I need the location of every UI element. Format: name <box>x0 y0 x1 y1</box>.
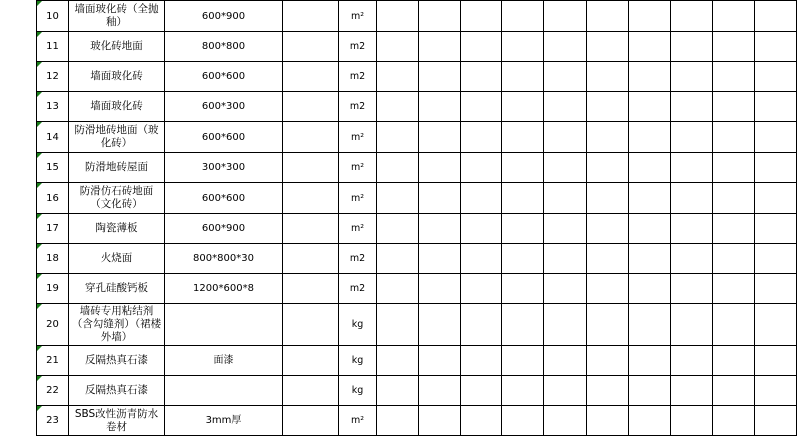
empty-cell[interactable] <box>377 346 419 376</box>
table-row <box>37 244 797 274</box>
unit-cell[interactable] <box>339 346 377 376</box>
empty-cell[interactable] <box>502 92 544 122</box>
empty-cell[interactable] <box>502 122 544 153</box>
empty-cell[interactable] <box>502 153 544 183</box>
empty-cell[interactable] <box>587 244 629 274</box>
table-row <box>37 32 797 62</box>
row-number-cell-text: 11 <box>46 41 59 52</box>
empty-cell[interactable] <box>713 153 755 183</box>
empty-cell[interactable] <box>755 376 797 406</box>
empty-cell[interactable] <box>713 62 755 92</box>
empty-cell[interactable] <box>461 122 502 153</box>
empty-cell[interactable] <box>671 346 713 376</box>
empty-cell[interactable] <box>755 346 797 376</box>
empty-cell[interactable] <box>377 92 419 122</box>
left-margin <box>0 0 36 434</box>
blank-cell[interactable] <box>283 304 339 346</box>
empty-cell[interactable] <box>671 32 713 62</box>
empty-cell[interactable] <box>755 274 797 304</box>
empty-cell[interactable] <box>502 244 544 274</box>
item-name-cell-text: 墙砖专用粘结剂（含勾缝剂）（裙楼外墙） <box>71 305 162 343</box>
unit-cell-text: kg <box>351 355 364 366</box>
empty-cell[interactable] <box>587 62 629 92</box>
empty-cell[interactable] <box>713 304 755 346</box>
spec-cell[interactable] <box>165 304 283 346</box>
item-name-cell[interactable] <box>69 304 165 346</box>
unit-cell[interactable] <box>339 122 377 153</box>
row-number-cell[interactable] <box>37 153 69 183</box>
row-number-cell-text: 22 <box>46 385 59 396</box>
row-number-cell-text: 19 <box>46 283 59 294</box>
item-name-cell-text: 墙面玻化砖 <box>90 70 143 82</box>
empty-cell[interactable] <box>377 122 419 153</box>
empty-cell[interactable] <box>544 274 587 304</box>
item-name-cell-text: 墙面玻化砖（全抛釉） <box>74 3 159 28</box>
item-name-cell-text: 火烧面 <box>100 252 133 264</box>
table-row <box>37 274 797 304</box>
empty-cell[interactable] <box>419 214 461 244</box>
empty-cell[interactable] <box>713 32 755 62</box>
empty-cell[interactable] <box>755 406 797 436</box>
empty-cell[interactable] <box>713 244 755 274</box>
empty-cell[interactable] <box>461 406 502 436</box>
empty-cell[interactable] <box>713 214 755 244</box>
spec-cell[interactable] <box>165 122 283 153</box>
table-row <box>37 1 797 32</box>
spec-cell[interactable] <box>165 274 283 304</box>
spec-cell[interactable] <box>165 183 283 214</box>
unit-cell[interactable] <box>339 62 377 92</box>
empty-cell[interactable] <box>419 304 461 346</box>
cell-indicator-icon <box>37 92 42 97</box>
cell-indicator-icon <box>37 32 42 37</box>
empty-cell[interactable] <box>461 62 502 92</box>
empty-cell[interactable] <box>713 1 755 32</box>
empty-cell[interactable] <box>755 62 797 92</box>
empty-cell[interactable] <box>461 346 502 376</box>
empty-cell[interactable] <box>713 122 755 153</box>
table-row <box>37 406 797 436</box>
unit-cell-text: m2 <box>349 101 366 112</box>
item-name-cell-text: 墙面玻化砖 <box>90 100 143 112</box>
unit-cell[interactable] <box>339 406 377 436</box>
item-name-cell[interactable] <box>69 62 165 92</box>
empty-cell[interactable] <box>419 1 461 32</box>
item-name-cell-text: 陶瓷薄板 <box>95 222 138 234</box>
empty-cell[interactable] <box>502 304 544 346</box>
unit-cell[interactable] <box>339 376 377 406</box>
empty-cell[interactable] <box>587 376 629 406</box>
empty-cell[interactable] <box>502 32 544 62</box>
empty-cell[interactable] <box>755 1 797 32</box>
unit-cell-text: m² <box>350 10 365 22</box>
empty-cell[interactable] <box>461 214 502 244</box>
empty-cell[interactable] <box>502 183 544 214</box>
empty-cell[interactable] <box>629 376 671 406</box>
item-name-cell-text: 防滑地砖屋面 <box>85 161 148 173</box>
blank-cell[interactable] <box>283 376 339 406</box>
unit-cell[interactable] <box>339 92 377 122</box>
empty-cell[interactable] <box>544 122 587 153</box>
empty-cell[interactable] <box>629 214 671 244</box>
empty-cell[interactable] <box>419 406 461 436</box>
empty-cell[interactable] <box>419 346 461 376</box>
empty-cell[interactable] <box>755 304 797 346</box>
cell-indicator-icon <box>37 406 42 411</box>
empty-cell[interactable] <box>544 406 587 436</box>
row-number-cell-text: 17 <box>46 223 59 234</box>
unit-cell-text: m2 <box>349 253 366 264</box>
row-number-cell[interactable] <box>37 304 69 346</box>
empty-cell[interactable] <box>544 183 587 214</box>
material-table <box>36 0 797 436</box>
cell-indicator-icon <box>37 376 42 381</box>
empty-cell[interactable] <box>461 1 502 32</box>
table-row <box>37 376 797 406</box>
row-number-cell-text: 20 <box>46 319 59 330</box>
spec-cell[interactable] <box>165 92 283 122</box>
item-name-cell[interactable] <box>69 32 165 62</box>
item-name-cell[interactable] <box>69 274 165 304</box>
item-name-cell[interactable] <box>69 346 165 376</box>
spec-cell-text: 1200*600*8 <box>193 283 254 294</box>
empty-cell[interactable] <box>377 406 419 436</box>
row-number-cell[interactable] <box>37 274 69 304</box>
empty-cell[interactable] <box>755 183 797 214</box>
spec-cell-text: 300*300 <box>201 162 246 173</box>
empty-cell[interactable] <box>461 183 502 214</box>
blank-cell[interactable] <box>283 1 339 32</box>
empty-cell[interactable] <box>587 153 629 183</box>
row-number-cell-text: 21 <box>46 355 59 366</box>
empty-cell[interactable] <box>713 346 755 376</box>
empty-cell[interactable] <box>377 32 419 62</box>
empty-cell[interactable] <box>502 346 544 376</box>
empty-cell[interactable] <box>629 244 671 274</box>
empty-cell[interactable] <box>755 32 797 62</box>
empty-cell[interactable] <box>671 1 713 32</box>
unit-cell[interactable] <box>339 274 377 304</box>
item-name-cell[interactable] <box>69 122 165 153</box>
empty-cell[interactable] <box>713 376 755 406</box>
blank-cell[interactable] <box>283 122 339 153</box>
spec-cell-text: 600*900 <box>201 223 246 234</box>
empty-cell[interactable] <box>755 214 797 244</box>
spec-cell[interactable] <box>165 1 283 32</box>
unit-cell[interactable] <box>339 153 377 183</box>
row-number-cell[interactable] <box>37 376 69 406</box>
spec-cell-text: 600*600 <box>201 192 246 204</box>
spec-cell-text: 600*600 <box>201 71 246 82</box>
empty-cell[interactable] <box>377 183 419 214</box>
blank-cell[interactable] <box>283 62 339 92</box>
empty-cell[interactable] <box>544 244 587 274</box>
empty-cell[interactable] <box>587 304 629 346</box>
unit-cell-text: m2 <box>349 71 366 82</box>
row-number-cell-text: 12 <box>46 71 59 82</box>
unit-cell-text: m² <box>350 415 365 426</box>
spec-cell[interactable] <box>165 62 283 92</box>
empty-cell[interactable] <box>502 1 544 32</box>
item-name-cell[interactable] <box>69 183 165 214</box>
unit-cell[interactable] <box>339 304 377 346</box>
row-number-cell-text: 23 <box>46 415 59 426</box>
cell-indicator-icon <box>37 1 42 6</box>
empty-cell[interactable] <box>755 92 797 122</box>
unit-cell-text: m2 <box>349 41 366 52</box>
table-row <box>37 92 797 122</box>
empty-cell[interactable] <box>461 32 502 62</box>
blank-cell[interactable] <box>283 214 339 244</box>
empty-cell[interactable] <box>461 92 502 122</box>
item-name-cell-text: 防滑地砖地面（玻化砖） <box>74 124 159 149</box>
empty-cell[interactable] <box>419 183 461 214</box>
spec-cell-text: 3mm厚 <box>205 415 242 426</box>
empty-cell[interactable] <box>544 214 587 244</box>
empty-cell[interactable] <box>544 92 587 122</box>
item-name-cell-text: 穿孔硅酸钙板 <box>85 282 148 294</box>
item-name-cell[interactable] <box>69 92 165 122</box>
empty-cell[interactable] <box>629 92 671 122</box>
cell-indicator-icon <box>37 304 42 309</box>
row-number-cell[interactable] <box>37 244 69 274</box>
empty-cell[interactable] <box>671 214 713 244</box>
cell-indicator-icon <box>37 346 42 351</box>
unit-cell-text: m² <box>350 192 365 204</box>
blank-cell[interactable] <box>283 346 339 376</box>
item-name-cell-text: 玻化砖地面 <box>90 40 143 52</box>
row-number-cell-text: 15 <box>46 162 59 173</box>
empty-cell[interactable] <box>587 183 629 214</box>
spec-cell-text: 面漆 <box>213 355 234 366</box>
empty-cell[interactable] <box>587 274 629 304</box>
cell-indicator-icon <box>37 214 42 219</box>
empty-cell[interactable] <box>629 62 671 92</box>
table-row <box>37 214 797 244</box>
empty-cell[interactable] <box>671 62 713 92</box>
empty-cell[interactable] <box>713 274 755 304</box>
unit-cell-text: m2 <box>349 283 366 294</box>
empty-cell[interactable] <box>502 376 544 406</box>
empty-cell[interactable] <box>629 304 671 346</box>
row-number-cell[interactable] <box>37 92 69 122</box>
item-name-cell[interactable] <box>69 244 165 274</box>
item-name-cell[interactable] <box>69 153 165 183</box>
row-number-cell[interactable] <box>37 62 69 92</box>
table-row <box>37 183 797 214</box>
blank-cell[interactable] <box>283 153 339 183</box>
item-name-cell[interactable] <box>69 406 165 436</box>
empty-cell[interactable] <box>755 244 797 274</box>
empty-cell[interactable] <box>713 183 755 214</box>
empty-cell[interactable] <box>544 62 587 92</box>
empty-cell[interactable] <box>461 153 502 183</box>
item-name-cell[interactable] <box>69 214 165 244</box>
row-number-cell-text: 16 <box>46 192 59 204</box>
empty-cell[interactable] <box>629 346 671 376</box>
row-number-cell[interactable] <box>37 122 69 153</box>
unit-cell[interactable] <box>339 183 377 214</box>
table-row <box>37 153 797 183</box>
empty-cell[interactable] <box>713 92 755 122</box>
table-row <box>37 346 797 376</box>
unit-cell-text: kg <box>351 319 364 330</box>
blank-cell[interactable] <box>283 183 339 214</box>
empty-cell[interactable] <box>461 274 502 304</box>
empty-cell[interactable] <box>587 122 629 153</box>
empty-cell[interactable] <box>544 346 587 376</box>
empty-cell[interactable] <box>419 376 461 406</box>
table-row <box>37 122 797 153</box>
empty-cell[interactable] <box>502 274 544 304</box>
empty-cell[interactable] <box>629 32 671 62</box>
empty-cell[interactable] <box>377 376 419 406</box>
item-name-cell-text: 防滑仿石砖地面（文化砖） <box>79 185 154 210</box>
row-number-cell[interactable] <box>37 32 69 62</box>
empty-cell[interactable] <box>419 122 461 153</box>
empty-cell[interactable] <box>629 274 671 304</box>
cell-indicator-icon <box>37 183 42 188</box>
empty-cell[interactable] <box>461 376 502 406</box>
empty-cell[interactable] <box>587 1 629 32</box>
spec-cell-text: 600*600 <box>201 131 246 143</box>
empty-cell[interactable] <box>587 346 629 376</box>
row-number-cell[interactable] <box>37 346 69 376</box>
row-number-cell-text: 13 <box>46 101 59 112</box>
cell-indicator-icon <box>37 153 42 158</box>
empty-cell[interactable] <box>544 1 587 32</box>
cell-indicator-icon <box>37 62 42 67</box>
spec-cell[interactable] <box>165 244 283 274</box>
empty-cell[interactable] <box>544 153 587 183</box>
spec-cell[interactable] <box>165 346 283 376</box>
empty-cell[interactable] <box>671 376 713 406</box>
cell-indicator-icon <box>37 122 42 127</box>
empty-cell[interactable] <box>377 153 419 183</box>
empty-cell[interactable] <box>377 304 419 346</box>
empty-cell[interactable] <box>629 153 671 183</box>
empty-cell[interactable] <box>461 304 502 346</box>
item-name-cell-text: SBS改性沥青防水卷材 <box>74 407 159 433</box>
spec-cell[interactable] <box>165 32 283 62</box>
row-number-cell[interactable] <box>37 183 69 214</box>
unit-cell-text: m² <box>350 223 365 234</box>
spec-cell-text: 800*800*30 <box>193 253 254 264</box>
empty-cell[interactable] <box>671 304 713 346</box>
unit-cell-text: kg <box>351 385 364 396</box>
empty-cell[interactable] <box>629 406 671 436</box>
empty-cell[interactable] <box>502 214 544 244</box>
spec-cell[interactable] <box>165 406 283 436</box>
item-name-cell-text: 反隔热真石漆 <box>85 354 148 366</box>
empty-cell[interactable] <box>461 244 502 274</box>
empty-cell[interactable] <box>587 214 629 244</box>
empty-cell[interactable] <box>755 153 797 183</box>
empty-cell[interactable] <box>629 122 671 153</box>
spec-cell-text: 600*300 <box>201 101 246 112</box>
empty-cell[interactable] <box>587 406 629 436</box>
table-row <box>37 304 797 346</box>
empty-cell[interactable] <box>377 244 419 274</box>
unit-cell[interactable] <box>339 214 377 244</box>
empty-cell[interactable] <box>544 304 587 346</box>
unit-cell-text: m² <box>350 131 365 143</box>
empty-cell[interactable] <box>502 406 544 436</box>
empty-cell[interactable] <box>671 183 713 214</box>
row-number-cell-text: 10 <box>46 10 59 22</box>
blank-cell[interactable] <box>283 274 339 304</box>
spec-cell[interactable] <box>165 376 283 406</box>
empty-cell[interactable] <box>671 122 713 153</box>
item-name-cell-text: 反隔热真石漆 <box>85 384 148 396</box>
unit-cell[interactable] <box>339 32 377 62</box>
empty-cell[interactable] <box>629 183 671 214</box>
empty-cell[interactable] <box>713 406 755 436</box>
spec-cell-text: 800*800 <box>201 41 246 52</box>
empty-cell[interactable] <box>671 274 713 304</box>
empty-cell[interactable] <box>419 32 461 62</box>
spec-cell[interactable] <box>165 153 283 183</box>
item-name-cell[interactable] <box>69 1 165 32</box>
empty-cell[interactable] <box>671 244 713 274</box>
empty-cell[interactable] <box>377 62 419 92</box>
unit-cell[interactable] <box>339 244 377 274</box>
table-row <box>37 62 797 92</box>
row-number-cell[interactable] <box>37 214 69 244</box>
spec-cell-text: 600*900 <box>201 10 246 22</box>
empty-cell[interactable] <box>629 1 671 32</box>
blank-cell[interactable] <box>283 244 339 274</box>
empty-cell[interactable] <box>671 92 713 122</box>
empty-cell[interactable] <box>377 1 419 32</box>
empty-cell[interactable] <box>671 153 713 183</box>
empty-cell[interactable] <box>377 274 419 304</box>
row-number-cell-text: 18 <box>46 253 59 264</box>
empty-cell[interactable] <box>419 62 461 92</box>
empty-cell[interactable] <box>587 32 629 62</box>
unit-cell-text: m² <box>350 162 365 173</box>
empty-cell[interactable] <box>419 244 461 274</box>
empty-cell[interactable] <box>587 92 629 122</box>
empty-cell[interactable] <box>671 406 713 436</box>
row-number-cell[interactable] <box>37 406 69 436</box>
empty-cell[interactable] <box>419 274 461 304</box>
row-number-cell[interactable] <box>37 1 69 32</box>
empty-cell[interactable] <box>419 153 461 183</box>
item-name-cell[interactable] <box>69 376 165 406</box>
unit-cell[interactable] <box>339 1 377 32</box>
blank-cell[interactable] <box>283 92 339 122</box>
empty-cell[interactable] <box>502 62 544 92</box>
empty-cell[interactable] <box>377 214 419 244</box>
cell-indicator-icon <box>37 274 42 279</box>
empty-cell[interactable] <box>755 122 797 153</box>
spec-cell[interactable] <box>165 214 283 244</box>
empty-cell[interactable] <box>544 32 587 62</box>
blank-cell[interactable] <box>283 406 339 436</box>
blank-cell[interactable] <box>283 32 339 62</box>
cell-indicator-icon <box>37 244 42 249</box>
row-number-cell-text: 14 <box>46 131 59 143</box>
empty-cell[interactable] <box>544 376 587 406</box>
empty-cell[interactable] <box>419 92 461 122</box>
